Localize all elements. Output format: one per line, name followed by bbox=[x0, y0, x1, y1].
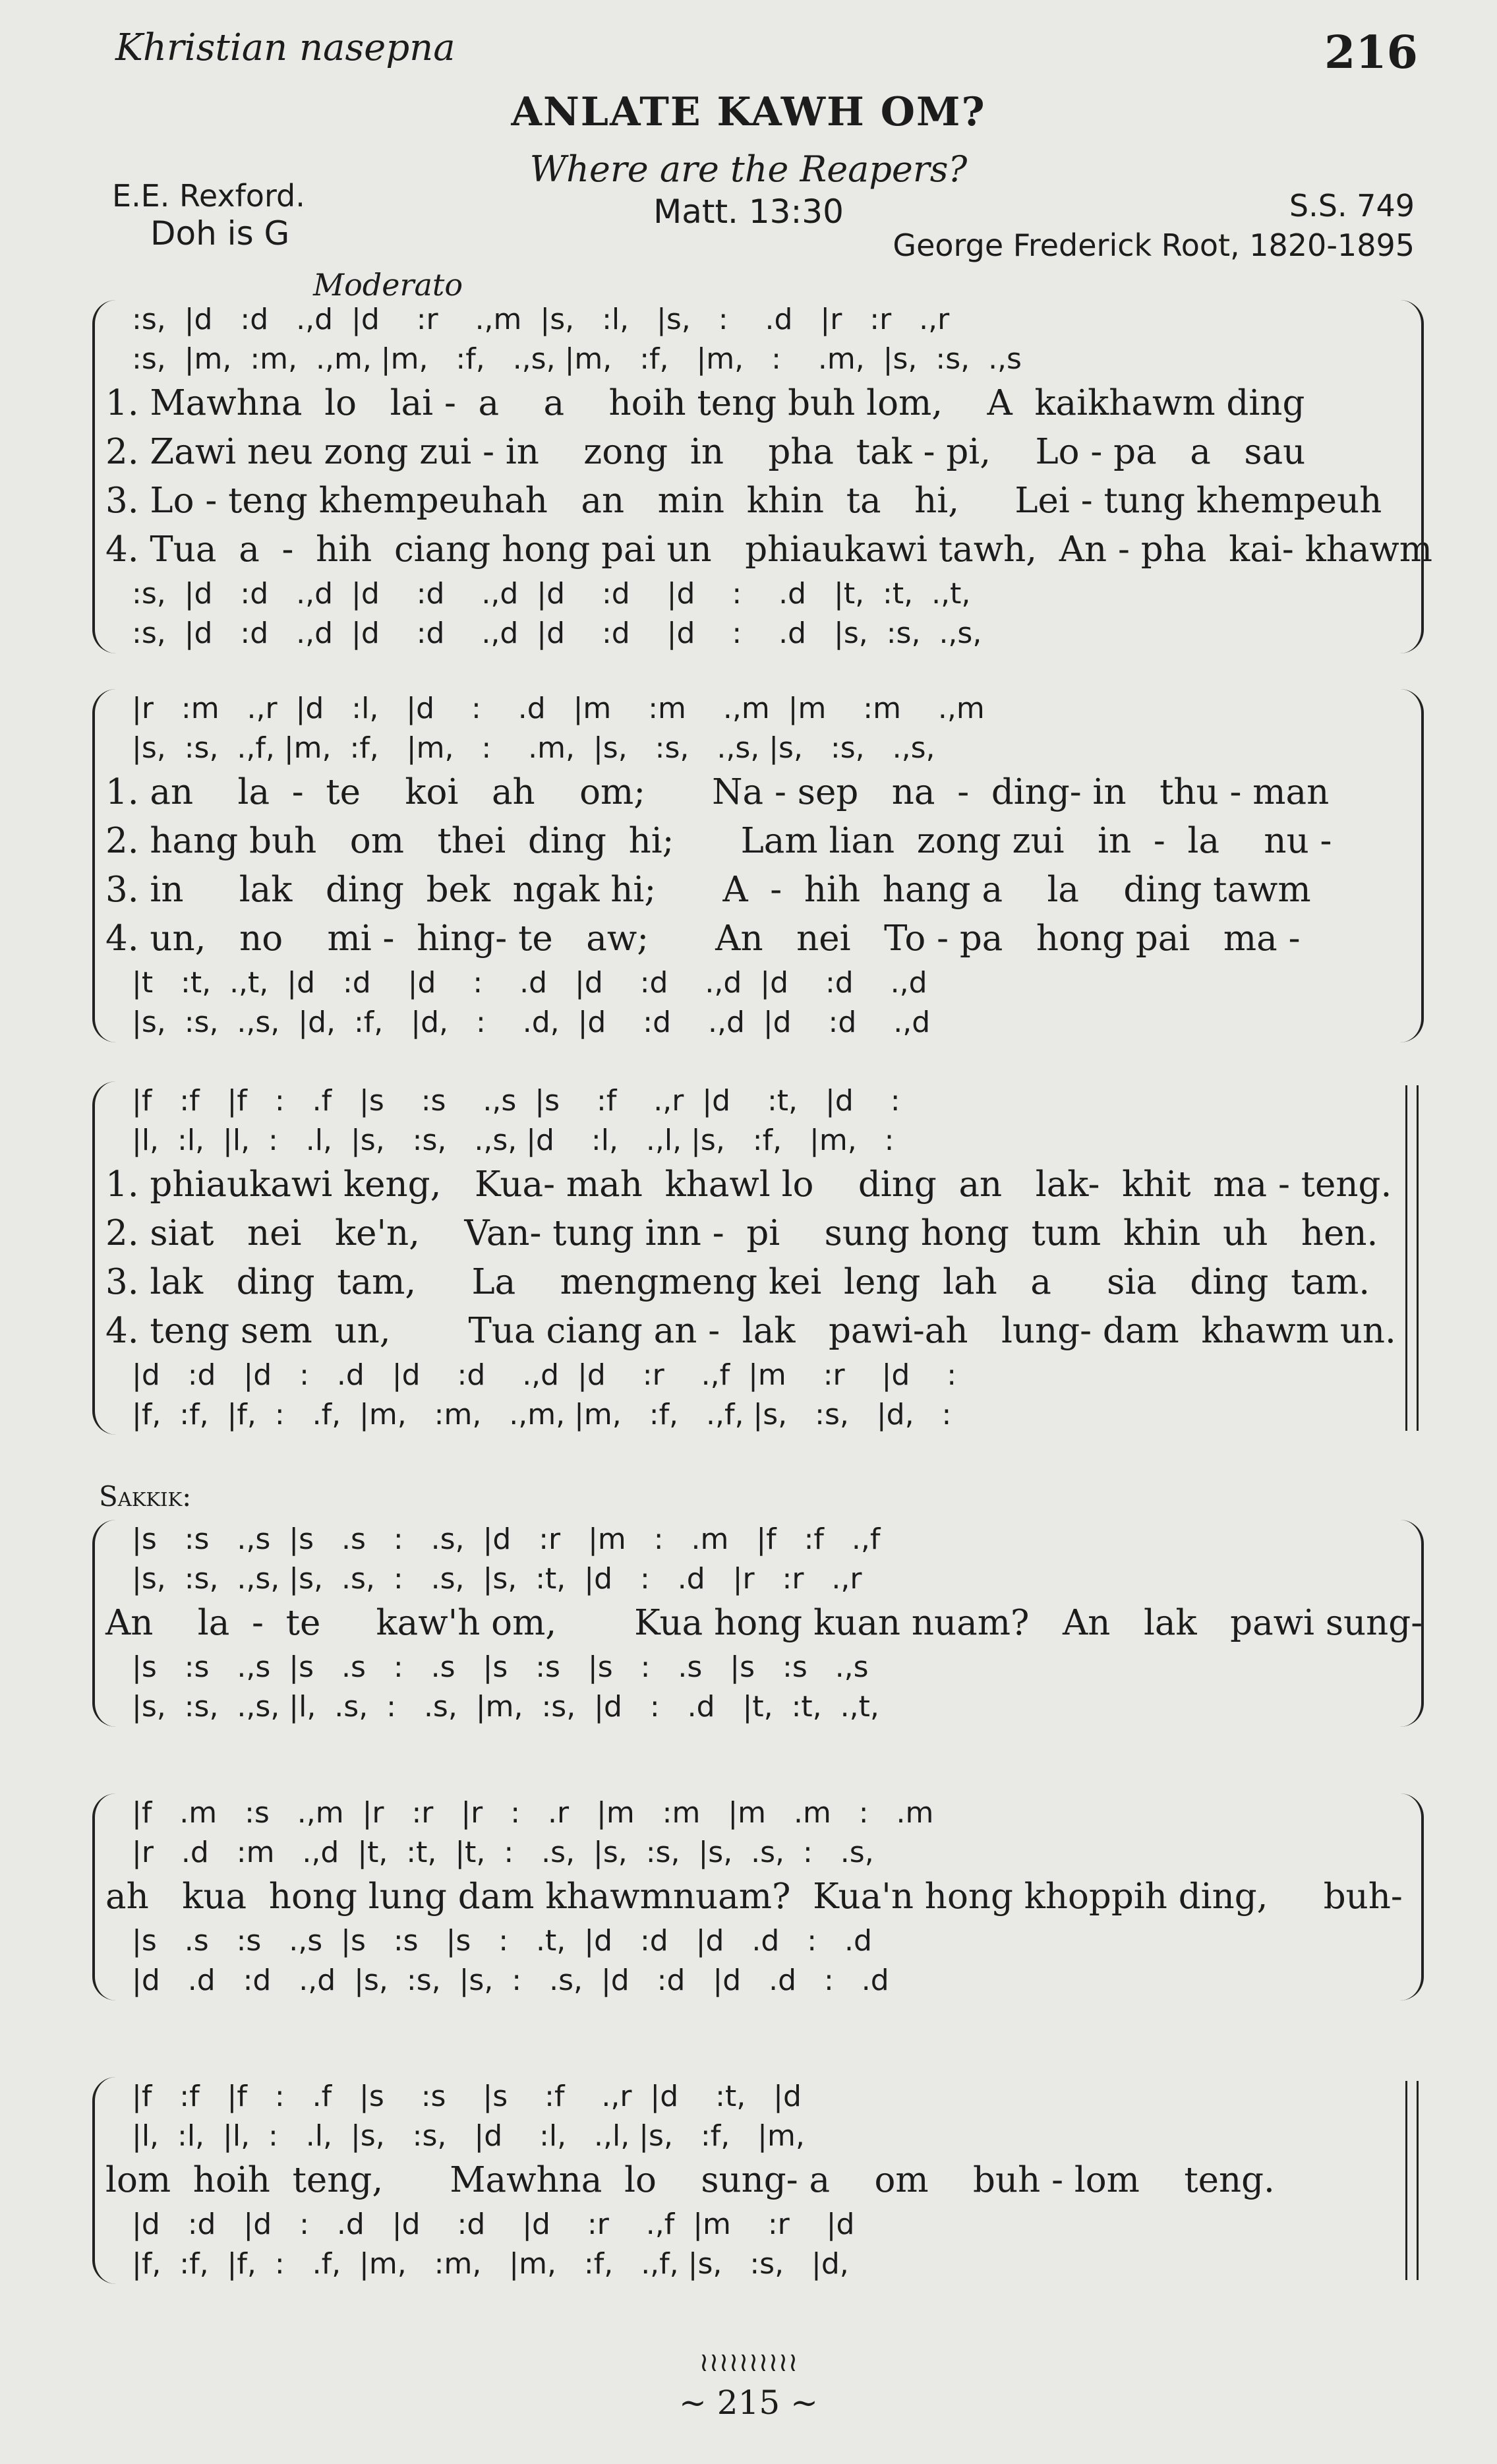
brace-left bbox=[92, 1520, 116, 1727]
alto-line: |r .d :m .,d |t, :t, |t, : .s, |s, :s, |s, .s, : .s, bbox=[132, 1836, 874, 1869]
bass-line: |f, :f, |f, : .f, |m, :m, |m, :f, .,f, |s, :s, |d, bbox=[132, 2247, 849, 2281]
music-system-5 bbox=[92, 1793, 1424, 2000]
brace-right bbox=[1400, 1520, 1424, 1727]
alto-line: :s, |m, :m, .,m, |m, :f, .,s, |m, :f, |m, : .m, |s, :s, .,s bbox=[132, 342, 1022, 376]
soprano-line: |f :f |f : .f |s :s |s :f .,r |d :t, |d bbox=[132, 2080, 802, 2113]
alto-line: |s, :s, .,s, |s, .s, : .s, |s, :t, |d : .d |r :r .,r bbox=[132, 1562, 862, 1596]
page-number: 216 bbox=[1324, 26, 1418, 79]
lyricist: E.E. Rexford. bbox=[112, 178, 305, 214]
brace-left bbox=[92, 1081, 116, 1435]
verse-2-lyrics: 2. Zawi neu zong zui - in zong in pha tak - pi, Lo - pa a sau bbox=[105, 432, 1306, 472]
verse-3-lyrics: 3. Lo - teng khempeuhah an min khin ta hi, Lei - tung khempeuh bbox=[105, 481, 1382, 521]
key-signature: Doh is G bbox=[150, 214, 290, 253]
verse-3-lyrics: 3. in lak ding bek ngak hi; A - hih hang a la ding tawm bbox=[105, 870, 1311, 910]
bass-line: |f, :f, |f, : .f, |m, :m, .,m, |m, :f, .,f, |s, :s, |d, : bbox=[132, 1398, 952, 1431]
soprano-line: |f :f |f : .f |s :s .,s |s :f .,r |d :t, |d : bbox=[132, 1084, 900, 1118]
verse-1-lyrics: 1. an la - te koi ah om; Na - sep na - ding- in thu - man bbox=[105, 772, 1330, 812]
ornament-divider: ≀≀≀≀≀≀≀≀≀≀ bbox=[699, 2347, 798, 2378]
brace-left bbox=[92, 300, 116, 653]
verse-4-lyrics: 4. teng sem un, Tua ciang an - lak pawi-ah lung- dam khawm un. bbox=[105, 1311, 1396, 1351]
hymn-subtitle: Where are the Reapers? bbox=[529, 148, 968, 190]
soprano-line: |f .m :s .,m |r :r |r : .r |m :m |m .m : .m bbox=[132, 1796, 934, 1830]
tenor-line: :s, |d :d .,d |d :d .,d |d :d |d : .d |t, :t, .,t, bbox=[132, 577, 971, 611]
bass-line: |s, :s, .,s, |l, .s, : .s, |m, :s, |d : .d |t, :t, .,t, bbox=[132, 1690, 879, 1724]
verse-2-lyrics: 2. siat nei ke'n, Van- tung inn - pi sung hong tum khin uh hen. bbox=[105, 1213, 1378, 1253]
bass-line: |d .d :d .,d |s, :s, |s, : .s, |d :d |d .d : .d bbox=[132, 1964, 889, 1997]
double-barline bbox=[1405, 2081, 1419, 2280]
bass-line: :s, |d :d .,d |d :d .,d |d :d |d : .d |s, :s, .,s, bbox=[132, 616, 982, 650]
brace-right bbox=[1400, 689, 1424, 1042]
music-system-6 bbox=[92, 2077, 1424, 2284]
composer: George Frederick Root, 1820-1895 bbox=[893, 227, 1415, 263]
refrain-lyrics: An la - te kaw'h om, Kua hong kuan nuam? An lak pawi sung- bbox=[105, 1603, 1423, 1643]
verse-4-lyrics: 4. Tua a - hih ciang hong pai un phiaukawi tawh, An - pha kai- khawm bbox=[105, 529, 1433, 570]
tenor-line: |t :t, .,t, |d :d |d : .d |d :d .,d |d :d .,d bbox=[132, 966, 927, 1000]
folio-number: ~ 215 ~ bbox=[678, 2384, 818, 2422]
tenor-line: |d :d |d : .d |d :d |d :r .,f |m :r |d bbox=[132, 2208, 855, 2241]
brace-left bbox=[92, 2077, 116, 2284]
refrain-label: Sakkik: bbox=[99, 1480, 192, 1513]
verse-2-lyrics: 2. hang buh om thei ding hi; Lam lian zong zui in - la nu - bbox=[105, 821, 1332, 861]
brace-left bbox=[92, 689, 116, 1042]
music-system-1 bbox=[92, 300, 1433, 653]
refrain-lyrics: lom hoih teng, Mawhna lo sung- a om buh - lom teng. bbox=[105, 2160, 1275, 2200]
soprano-line: |r :m .,r |d :l, |d : .d |m :m .,m |m :m .,m bbox=[132, 692, 985, 725]
scripture-reference: Matt. 13:30 bbox=[653, 193, 844, 231]
tenor-line: |s :s .,s |s .s : .s |s :s |s : .s |s :s .,s bbox=[132, 1650, 869, 1684]
soprano-line: :s, |d :d .,d |d :r .,m |s, :l, |s, : .d |r :r .,r bbox=[132, 303, 950, 336]
alto-line: |l, :l, |l, : .l, |s, :s, |d :l, .,l, |s, :f, |m, bbox=[132, 2119, 805, 2153]
music-system-3 bbox=[92, 1081, 1424, 1435]
verse-3-lyrics: 3. lak ding tam, La mengmeng kei leng lah a sia ding tam. bbox=[105, 1262, 1370, 1302]
brace-left bbox=[92, 1793, 116, 2000]
music-system-4 bbox=[92, 1520, 1424, 1727]
music-system-2 bbox=[92, 689, 1424, 1042]
verse-1-lyrics: 1. Mawhna lo lai - a a hoih teng buh lom, A kaikhawm ding bbox=[105, 383, 1305, 423]
alto-line: |l, :l, |l, : .l, |s, :s, .,s, |d :l, .,l, |s, :f, |m, : bbox=[132, 1124, 895, 1157]
double-barline bbox=[1405, 1085, 1419, 1431]
verse-1-lyrics: 1. phiaukawi keng, Kua- mah khawl lo ding an lak- khit ma - teng. bbox=[105, 1164, 1392, 1205]
soprano-line: |s :s .,s |s .s : .s, |d :r |m : .m |f :f .,f bbox=[132, 1522, 881, 1556]
tempo-marking: Moderato bbox=[313, 267, 463, 303]
alto-line: |s, :s, .,f, |m, :f, |m, : .m, |s, :s, .,s, |s, :s, .,s, bbox=[132, 731, 935, 765]
brace-right bbox=[1400, 300, 1424, 653]
refrain-lyrics: ah kua hong lung dam khawmnuam? Kua'n hong khoppih ding, buh- bbox=[105, 1877, 1403, 1917]
hymnal-reference: S.S. 749 bbox=[1289, 188, 1415, 224]
running-head: Khristian nasepna bbox=[115, 26, 455, 69]
tenor-line: |s .s :s .,s |s :s |s : .t, |d :d |d .d : .d bbox=[132, 1924, 872, 1958]
brace-right bbox=[1400, 1793, 1424, 2000]
verse-4-lyrics: 4. un, no mi - hing- te aw; An nei To - pa hong pai ma - bbox=[105, 918, 1301, 959]
hymn-title: ANLATE KAWH OM? bbox=[511, 89, 986, 135]
bass-line: |s, :s, .,s, |d, :f, |d, : .d, |d :d .,d |d :d .,d bbox=[132, 1006, 931, 1039]
tenor-line: |d :d |d : .d |d :d .,d |d :r .,f |m :r |d : bbox=[132, 1358, 957, 1392]
